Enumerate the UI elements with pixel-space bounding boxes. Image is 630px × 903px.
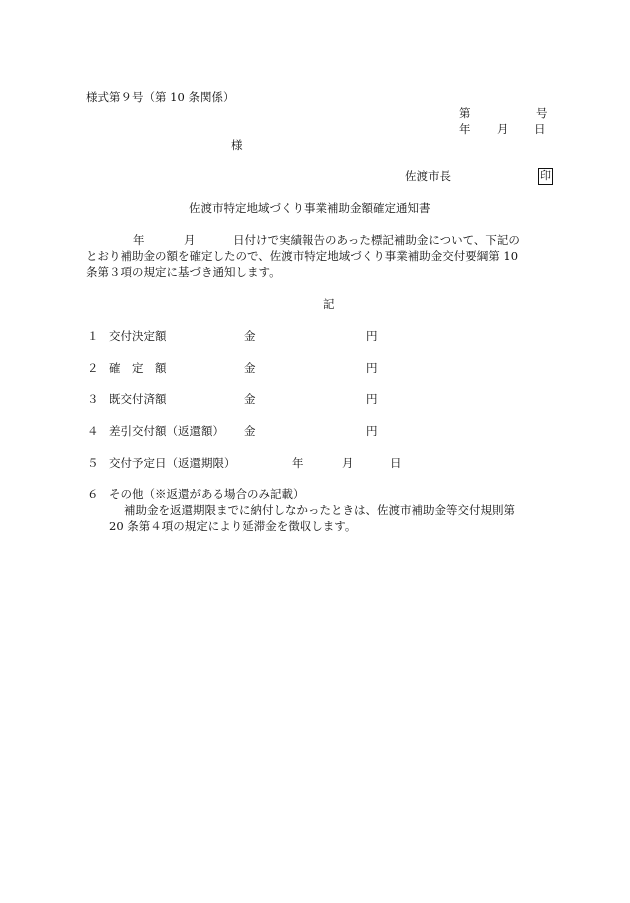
item-label: 交付予定日（返還期限） [109, 456, 236, 470]
body-year: 年 [133, 233, 145, 247]
item-label: 交付決定額 [109, 329, 167, 343]
item-number: １ [87, 329, 99, 343]
item-yen: 円 [366, 424, 378, 438]
item-number: ２ [87, 361, 99, 375]
item-number: ５ [87, 456, 99, 470]
item-label: 差引交付額（返還額） [109, 424, 224, 438]
form-number: 様式第９号（第 10 条関係） [86, 90, 235, 104]
date-day: 日 [534, 122, 546, 136]
item6-note-line1: 補助金を返還期限までに納付しなかったときは、佐渡市補助金等交付規則第 [124, 503, 515, 517]
item-yen: 円 [366, 392, 378, 406]
item-yen: 円 [366, 329, 378, 343]
addressee-suffix: 様 [231, 138, 243, 152]
item-kin: 金 [244, 329, 256, 343]
item-number: ３ [87, 392, 99, 406]
item-label: その他（※返還がある場合のみ記載） [109, 487, 305, 501]
item-label: 既交付済額 [109, 392, 167, 406]
ki-heading: 記 [323, 297, 335, 311]
item-kin: 金 [244, 424, 256, 438]
item-yen: 円 [366, 361, 378, 375]
item6-note-line2: 20 条第４項の規定により延滞金を徴収します。 [109, 519, 357, 533]
date-year: 年 [459, 122, 471, 136]
document-title: 佐渡市特定地域づくり事業補助金額確定通知書 [189, 201, 431, 215]
item-number: ６ [87, 487, 99, 501]
body-month: 月 [184, 233, 196, 247]
seal-mark [538, 168, 553, 185]
item-label: 確 定 額 [109, 361, 167, 375]
item5-month: 月 [342, 456, 354, 470]
doc-number-prefix: 第 [459, 106, 471, 120]
sender-name: 佐渡市長 [405, 169, 451, 183]
body-line3: 条第３項の規定に基づき通知します。 [86, 265, 281, 279]
seal-text: 印 [538, 168, 553, 185]
date-month: 月 [497, 122, 509, 136]
item-kin: 金 [244, 361, 256, 375]
item-kin: 金 [244, 392, 256, 406]
item5-year: 年 [292, 456, 304, 470]
body-line1: 日付けで実績報告のあった標記補助金について、下記の [233, 233, 520, 247]
item5-day: 日 [390, 456, 402, 470]
item-number: ４ [87, 424, 99, 438]
doc-number-suffix: 号 [536, 106, 548, 120]
body-line2: とおり補助金の額を確定したので、佐渡市特定地域づくり事業補助金交付要綱第 10 [86, 249, 519, 263]
